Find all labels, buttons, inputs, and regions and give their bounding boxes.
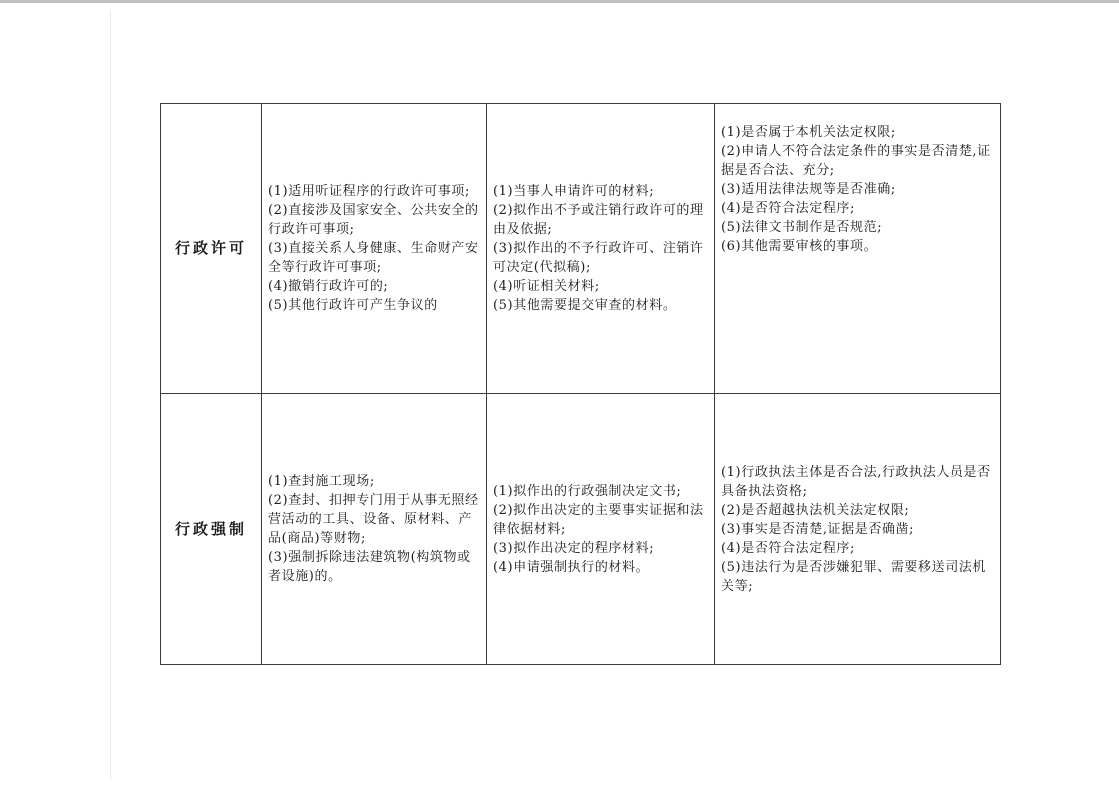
material-item: (2)拟作出不予或注销行政许可的理由及依据; [493,203,704,237]
material-item: (4)申请强制执行的材料。 [493,559,650,575]
scope-cell [262,394,487,665]
material-item: (3)拟作出的不予行政许可、注销许可决定(代拟稿); [493,241,704,275]
scope-cell [262,104,487,394]
review-item: (2)申请人不符合法定条件的事实是否清楚,证据是否合法、充分; [721,144,991,178]
category-label: 行政许可 [174,239,247,257]
review-item: (4)是否符合法定程序; [721,201,855,216]
scope-item: (3)直接关系人身健康、生命财产安全等行政许可事项; [268,241,479,275]
table-row-administrative-permit [161,104,1001,394]
page-top-edge [0,0,1119,3]
table-row-administrative-coercion [161,394,1001,665]
review-items-cell [715,104,1001,394]
material-item: (5)其他需要提交审查的材料。 [493,298,677,313]
review-items-cell [715,394,1001,665]
category-label: 行政强制 [174,519,247,538]
review-item: (5)违法行为是否涉嫌犯罪、需要移送司法机关等; [721,559,987,594]
material-item: (1)当事人申请许可的材料; [493,184,655,199]
material-item: (3)拟作出决定的程序材料; [493,540,655,556]
materials-cell [487,394,715,665]
materials-cell [487,104,715,394]
scope-item: (2)直接涉及国家安全、公共安全的行政许可事项; [268,203,479,237]
review-item: (3)适用法律法规等是否准确; [721,182,896,197]
review-item: (5)法律文书制作是否规范; [721,220,883,235]
scope-item: (5)其他行政许可产生争议的 [268,298,438,313]
review-item: (6)其他需要审核的事项。 [721,239,878,254]
material-item: (4)听证相关材料; [493,279,600,294]
scope-item: (4)撤销行政许可的; [268,279,389,294]
scope-item: (2)查封、扣押专门用于从事无照经营活动的工具、设备、原材料、产品(商品)等财物; [268,493,479,546]
category-cell [161,104,262,394]
review-item: (1)是否属于本机关法定权限; [721,125,896,140]
review-item: (4)是否符合法定程序; [721,540,855,556]
page-fold-line [110,10,111,780]
scope-item: (1)查封施工现场; [268,474,375,489]
material-item: (2)拟作出决定的主要事实证据和法律依据材料; [493,502,704,537]
review-item: (3)事实是否清楚,证据是否确凿; [721,521,915,537]
review-item: (2)是否超越执法机关法定权限; [721,502,910,518]
category-cell [161,394,262,665]
scope-item: (3)强制拆除违法建筑物(构筑物或者设施)的。 [268,550,471,584]
legal-review-table [160,103,1001,665]
scope-item: (1)适用听证程序的行政许可事项; [268,184,470,199]
review-item: (1)行政执法主体是否合法,行政执法人员是否具备执法资格; [721,464,991,499]
material-item: (1)拟作出的行政强制决定文书; [493,483,682,499]
